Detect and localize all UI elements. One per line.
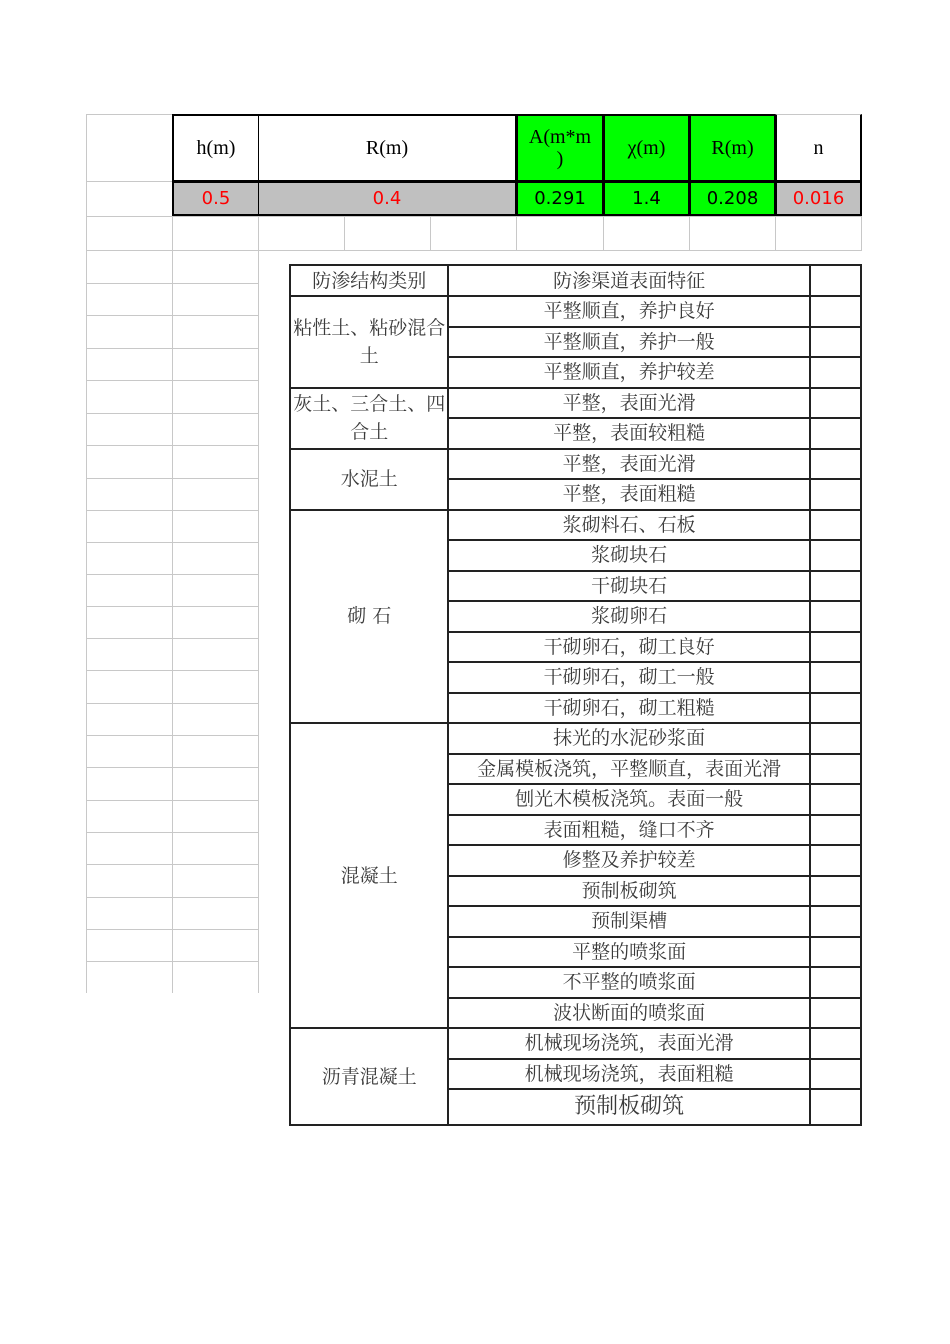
grid-col-line [86, 114, 87, 993]
table-row [290, 296, 861, 327]
n-value-cell [810, 937, 861, 968]
value-A: 0.291 [534, 188, 586, 209]
n-value-cell [810, 418, 861, 449]
n-value-cell [810, 632, 861, 663]
value-R: 0.4 [372, 188, 402, 209]
category-cell: 沥青混凝土 [290, 1028, 448, 1125]
header-h[interactable] [172, 114, 259, 182]
value-n: 0.016 [792, 188, 845, 209]
header-R2[interactable] [689, 114, 776, 182]
header-R-label: R(m) [365, 137, 409, 159]
grid-row-line [86, 250, 862, 251]
header-n[interactable] [775, 114, 862, 182]
roughness-table [289, 264, 862, 1126]
header-chi[interactable] [603, 114, 690, 182]
header-h-label: h(m) [196, 137, 236, 159]
table-row [290, 388, 861, 419]
table-header-surface: 防渗渠道表面特征 [448, 265, 809, 296]
surface-cell: 干砌卵石，砌工一般 [448, 662, 809, 693]
roughness-table-body [290, 296, 861, 1125]
n-value-cell [810, 540, 861, 571]
grid-row-line [86, 216, 862, 217]
table-row [290, 510, 861, 541]
surface-cell: 浆砌料石、石板 [448, 510, 809, 541]
surface-cell: 抹光的水泥砂浆面 [448, 723, 809, 754]
surface-cell: 浆砌卵石 [448, 601, 809, 632]
value-chi-cell[interactable] [603, 181, 690, 216]
surface-cell: 预制渠槽 [448, 906, 809, 937]
surface-cell: 平整顺直，养护良好 [448, 296, 809, 327]
n-value-cell [810, 876, 861, 907]
n-value-cell [810, 906, 861, 937]
value-h: 0.5 [201, 188, 231, 209]
grid-col-line [775, 216, 776, 250]
surface-cell: 干砌卵石，砌工良好 [448, 632, 809, 663]
header-n-label: n [813, 136, 824, 159]
category-cell: 粘性土、粘砂混合土 [290, 296, 448, 388]
table-header-n [810, 265, 861, 296]
value-n-cell[interactable] [775, 181, 862, 216]
grid-col-line [689, 216, 690, 250]
n-value-cell [810, 571, 861, 602]
n-value-cell [810, 845, 861, 876]
n-value-cell [810, 357, 861, 388]
surface-cell: 机械现场浇筑，表面光滑 [448, 1028, 809, 1059]
header-R[interactable] [258, 114, 517, 182]
n-value-cell [810, 449, 861, 480]
n-value-cell [810, 601, 861, 632]
surface-cell: 平整，表面光滑 [448, 449, 809, 480]
n-value-cell [810, 967, 861, 998]
n-value-cell [810, 662, 861, 693]
n-value-cell [810, 1089, 861, 1125]
value-R2-cell[interactable] [689, 181, 776, 216]
n-value-cell [810, 693, 861, 724]
value-A-cell[interactable] [516, 181, 604, 216]
surface-cell: 干砌块石 [448, 571, 809, 602]
surface-cell: 不平整的喷浆面 [448, 967, 809, 998]
n-value-cell [810, 723, 861, 754]
n-value-cell [810, 754, 861, 785]
category-cell: 灰土、三合土、四合土 [290, 388, 448, 449]
n-value-cell [810, 784, 861, 815]
surface-cell: 平整顺直，养护一般 [448, 327, 809, 358]
table-row [290, 1028, 861, 1059]
header-chi-label: χ(m) [627, 137, 666, 159]
surface-cell: 预制板砌筑 [448, 876, 809, 907]
grid-col-line [258, 216, 259, 993]
category-cell: 水泥土 [290, 449, 448, 510]
surface-cell: 表面粗糙，缝口不齐 [448, 815, 809, 846]
n-value-cell [810, 327, 861, 358]
category-cell: 砌 石 [290, 510, 448, 724]
table-row [290, 449, 861, 480]
surface-cell: 金属模板浇筑，平整顺直，表面光滑 [448, 754, 809, 785]
value-R2: 0.208 [706, 188, 759, 209]
surface-cell: 平整顺直，养护较差 [448, 357, 809, 388]
surface-cell: 机械现场浇筑，表面粗糙 [448, 1059, 809, 1090]
n-value-cell [810, 815, 861, 846]
n-value-cell [810, 1059, 861, 1090]
surface-cell: 波状断面的喷浆面 [448, 998, 809, 1029]
n-value-cell [810, 510, 861, 541]
header-A-label-line1: A(m*m [528, 126, 592, 148]
table-header-category: 防渗结构类别 [290, 265, 448, 296]
surface-cell: 浆砌块石 [448, 540, 809, 571]
n-value-cell [810, 998, 861, 1029]
surface-cell: 刨光木模板浇筑。表面一般 [448, 784, 809, 815]
surface-cell: 平整，表面较粗糙 [448, 418, 809, 449]
category-cell: 混凝土 [290, 723, 448, 1028]
n-value-cell [810, 1028, 861, 1059]
header-A-label-line2: ) [556, 148, 564, 170]
header-A[interactable] [516, 114, 604, 182]
grid-col-line [603, 216, 604, 250]
header-R2-label: R(m) [711, 137, 754, 159]
grid-col-line [516, 216, 517, 250]
surface-cell: 平整，表面光滑 [448, 388, 809, 419]
surface-cell: 平整，表面粗糙 [448, 479, 809, 510]
table-row [290, 723, 861, 754]
n-value-cell [810, 388, 861, 419]
value-R-cell[interactable] [258, 181, 517, 216]
grid-col-line [172, 114, 173, 993]
n-value-cell [810, 479, 861, 510]
surface-cell: 修整及养护较差 [448, 845, 809, 876]
value-h-cell[interactable] [172, 181, 259, 216]
grid-col-line [344, 216, 345, 250]
surface-cell: 预制板砌筑 [448, 1089, 809, 1125]
value-chi: 1.4 [632, 188, 661, 209]
n-value-cell [810, 296, 861, 327]
surface-cell: 平整的喷浆面 [448, 937, 809, 968]
surface-cell: 干砌卵石，砌工粗糙 [448, 693, 809, 724]
grid-col-line [430, 216, 431, 250]
